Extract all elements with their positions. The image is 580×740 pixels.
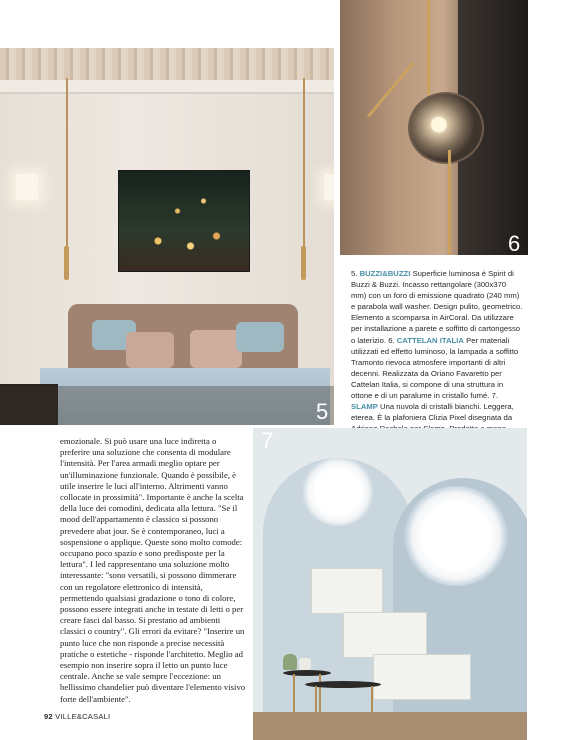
brass-rod-diagonal: [367, 62, 414, 118]
relief-tile: [311, 568, 383, 614]
pendant-lamp-left: [64, 246, 69, 280]
page-number: 92: [44, 712, 53, 721]
frescoed-ceiling: [0, 48, 334, 80]
pendant-lamp-right: [301, 246, 306, 280]
wooden-floor: [253, 712, 527, 740]
side-table-top: [283, 670, 331, 676]
caption-text: Per materiali utilizzati ed effetto luminoso, la lampada a soffitto Tramonto rievoca atmosfere importanti di altri decenni. Realizzata da Oriano Favaretto per Cattelan Italia, si compone di una struttura in ottone e di un paralume in cristallo fumé.: [351, 335, 519, 401]
brand-cattelan: CATTELAN ITALIA: [396, 335, 464, 345]
pillow: [126, 332, 174, 368]
brass-rod-bottom: [448, 150, 451, 255]
wall-sconce-left: [16, 174, 38, 200]
wall-sconce-right: [324, 174, 334, 200]
pendant-cord-right: [303, 78, 305, 248]
plant-pot: [283, 654, 297, 670]
article-body: emozionale. Si può usare una luce indiretta o preferire una soluzione che consenta di modulare l'intensità. Per l'area armadi meglio optare per un'illuminazione funzionale. Quando è possibile, è utile inserire le luci all'interno. Altrimenti vanno collocate in prossimità". Importante è anche la scelta della luce dei comodini, dedicata alla lettura. "Se il mood dell'appartamento è classico si possono prevedere abat jour. Se è contemporaneo, luci a sospensione o applique. Queste sono molto comode: occupano poco spazio e sono predisposte per la lettura". I led rappresentano una soluzione molto interessante: "sono versatili, si possono dimmerare con un regolatore elettronico di intensità, permettendo qualsiasi gradazione o tono di colore, possono essere integrati anche in testate di letti o per creare fasci dal basso. Si prestano ad ambienti classici o country". Gli errori da evitare? "Inserire un punto luce che non risponde a precise necessità pratiche o estetiche - risponde l'architetto. Meglio ad esempio non inserire sopra il letto un punto luce centrale. Anche se vale sempre l'eccezione: un bellissimo chandelier può diventare l'elemento visivo forte dell'ambiente".: [60, 436, 246, 704]
pillow: [190, 330, 242, 368]
brass-rod-top: [427, 0, 430, 95]
table-leg: [293, 674, 295, 714]
brand-buzzi: BUZZI&BUZZI: [359, 269, 411, 278]
vase: [299, 658, 311, 670]
photo-number-6: 6: [508, 231, 521, 255]
ceiling-cornice: [0, 80, 334, 94]
caption-number: 7.: [491, 391, 499, 401]
table-leg: [319, 674, 321, 714]
caption-text: Una nuvola di cristalli bianchi. Leggera, eterea. È la plafoniera Clizia Pixel disegnata da: [351, 402, 514, 423]
brand-slamp: SLAMP: [351, 402, 378, 412]
caption-text: Superficie luminosa è Spirit di Buzzi & Buzzi. Incasso rettangolare (300x370 mm) con un foro di emissione quadrato (240 mm) e parabola wall washer. Design pulito, geometrico. Elemento a scomparsa in AirCoral. Da utilizzare per installazione a parete e soffitto di cartongesso o laterizio.: [351, 269, 523, 345]
photo-cloud-lamps: [253, 428, 527, 740]
pendant-cord-left: [66, 78, 68, 248]
cloud-lamp-small: [301, 458, 375, 526]
caption-number: 5.: [351, 269, 358, 278]
photo-bedroom: [0, 48, 334, 425]
lantern-painting: [118, 170, 250, 272]
cloud-lamp-large: [403, 486, 509, 586]
photo-lamp: [340, 0, 528, 255]
relief-tile: [373, 654, 471, 700]
relief-tile: [343, 612, 427, 658]
pillow: [236, 322, 284, 352]
photo-number-5: 5: [316, 399, 329, 424]
photo-number-7: 7: [261, 428, 274, 453]
caption-number: 6.: [388, 335, 395, 345]
floor-shadow: [0, 386, 334, 425]
page-footer: [44, 712, 110, 721]
magazine-name: VILLE&CASALI: [55, 712, 111, 721]
smoked-glass-lamp: [408, 92, 484, 164]
